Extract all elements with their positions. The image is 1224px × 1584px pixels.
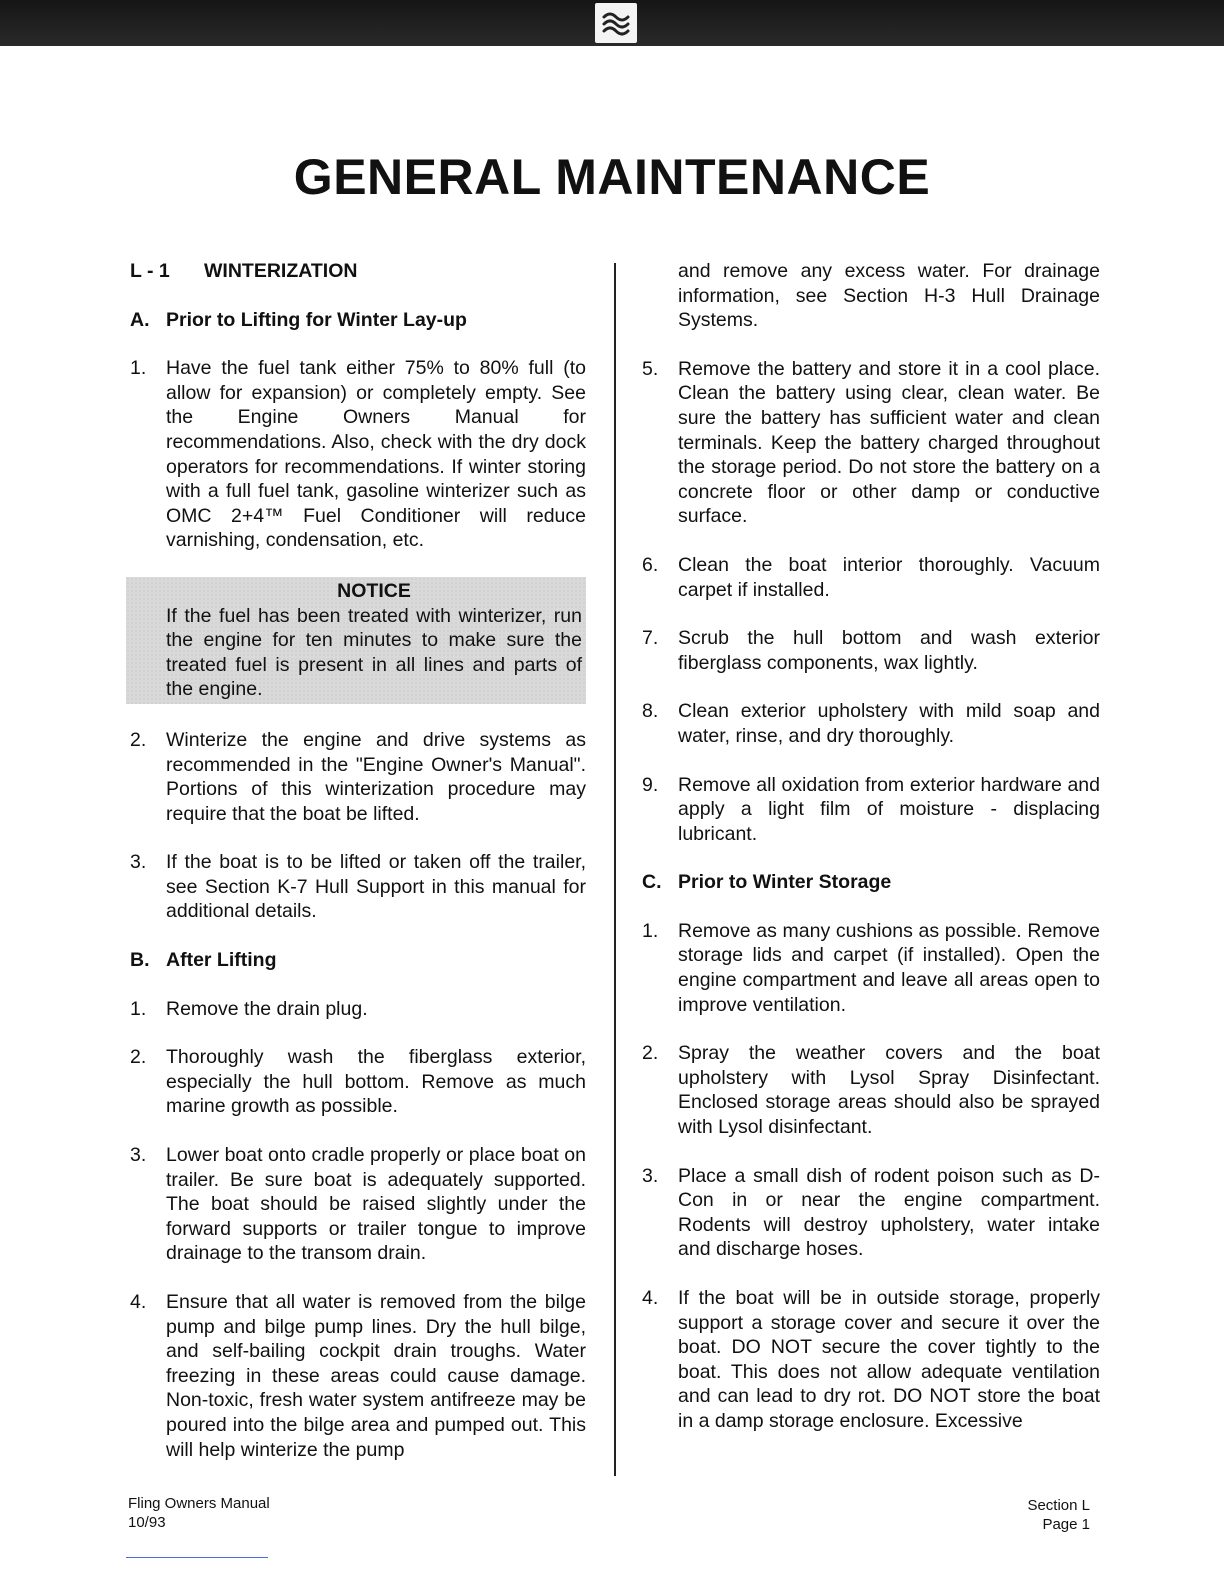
subsection-letter: C. <box>642 871 662 894</box>
item-number: 6. <box>642 553 659 576</box>
list-item <box>642 919 1100 1017</box>
item-text: Spray the weather covers and the boat upholstery with Lysol Spray Disinfectant. Enclosed storage areas should also be sprayed with Lysol disinfectant. <box>678 1042 1100 1139</box>
item-number: 3. <box>130 1144 147 1167</box>
item-number: 2. <box>130 1046 147 1069</box>
notice-box <box>126 577 586 704</box>
item-number: 1. <box>130 997 147 1020</box>
list-item <box>642 1164 1100 1262</box>
list-item <box>642 1286 1100 1434</box>
subsection-title: After Lifting <box>166 949 277 972</box>
list-item <box>642 553 1100 602</box>
list-item <box>642 357 1100 529</box>
item-text: Place a small dish of rodent poison such as D-Con in or near the engine compartment. Rodents will destroy upholstery, water intake and discharge hoses. <box>678 1164 1100 1261</box>
item-text: Ensure that all water is removed from the bilge pump and bilge pump lines. Dry the hull bilge, and self-bailing cockpit drain troughs. Water freezing in these areas could cause damage. Non-toxic, fresh water system antifreeze may be poured into the bilge area and pumped out. This will help winterize the pump <box>166 1291 586 1461</box>
right-column <box>642 259 1100 1458</box>
item-number: 3. <box>642 1164 659 1187</box>
item-number: 7. <box>642 627 659 650</box>
subsection-letter: A. <box>130 308 150 331</box>
subsection-title: Prior to Lifting for Winter Lay-up <box>166 308 467 331</box>
item-text: Remove all oxidation from exterior hardware and apply a light film of moisture - displacing lubricant. <box>678 773 1100 845</box>
item-text: Thoroughly wash the fiberglass exterior, especially the hull bottom. Remove as much marine growth as possible. <box>166 1046 586 1118</box>
subsection-a-heading <box>130 308 586 333</box>
section-number: L - 1 <box>130 260 170 282</box>
item-text: Remove the drain plug. <box>166 997 368 1020</box>
column-divider <box>614 263 616 1476</box>
footer-right <box>990 1496 1090 1534</box>
list-item <box>130 1143 586 1266</box>
item-number: 2. <box>642 1042 659 1065</box>
footer-date: 10/93 <box>128 1514 166 1531</box>
footer-section: Section L <box>1027 1497 1090 1514</box>
footer-manual-name: Fling Owners Manual <box>128 1495 270 1512</box>
page-title: GENERAL MAINTENANCE <box>293 149 931 205</box>
subsection-c-heading <box>642 870 1100 895</box>
list-item <box>642 1041 1100 1139</box>
item-number: 9. <box>642 773 659 796</box>
item-number: 8. <box>642 700 659 723</box>
left-column <box>130 259 586 1486</box>
item-number: 4. <box>642 1287 659 1309</box>
wave-logo-icon <box>595 3 637 43</box>
item-number: 1. <box>130 357 147 380</box>
subsection-title: Prior to Winter Storage <box>678 871 892 894</box>
item-text: Have the fuel tank either 75% to 80% full (to allow for expansion) or completely empty. See the Engine Owners Manual for recommendations. Also, check with the dry dock operators for recommendations. If winter storing with a full fuel tank, gasoline winterizer such as OMC 2+4™ Fuel Conditioner will reduce varnishing, condensation, etc. <box>166 357 586 552</box>
list-item <box>130 356 586 553</box>
list-item <box>130 1290 586 1462</box>
list-item <box>130 997 586 1022</box>
list-item <box>130 850 586 924</box>
item-continuation: and remove any excess water. For drainage information, see Section H-3 Hull Drainage Systems. <box>678 260 1100 332</box>
item-number: 4. <box>130 1291 147 1313</box>
item-number: 5. <box>642 357 659 380</box>
notice-text: If the fuel has been treated with winterizer, run the engine for ten minutes to make sure the treated fuel is present in all lines and parts of the engine. <box>166 604 582 701</box>
item-text: Clean the boat interior thoroughly. Vacuum carpet if installed. <box>678 553 1100 601</box>
section-heading <box>130 259 586 284</box>
footer-page-number: Page 1 <box>1042 1516 1090 1533</box>
list-item <box>642 699 1100 748</box>
item-text: If the boat will be in outside storage, properly support a storage cover and secure it over the boat. DO NOT secure the cover tightly to the boat. This does not allow adequate ventilation and can lead to dry rot. DO NOT store the boat in a damp storage enclosure. Excessive <box>678 1287 1100 1432</box>
list-item <box>130 1045 586 1119</box>
item-text: Remove the battery and store it in a cool place. Clean the battery using clear, clean water. Be sure the battery has sufficient water and clean terminals. Keep the battery charged throughout the storage period. Do not store the battery on a concrete floor or other damp or conductive surface. <box>678 357 1100 528</box>
footer-left <box>128 1494 270 1532</box>
notice-heading: NOTICE <box>337 579 411 602</box>
item-text: Clean exterior upholstery with mild soap and water, rinse, and dry thoroughly. <box>678 700 1100 747</box>
item-text: Winterize the engine and drive systems as recommended in the "Engine Owner's Manual". Portions of this winterization procedure may require that the boat be lifted. <box>166 728 586 825</box>
section-title: WINTERIZATION <box>204 260 358 282</box>
list-item <box>642 773 1100 847</box>
item-number: 2. <box>130 728 147 751</box>
subsection-letter: B. <box>130 949 150 972</box>
subsection-b-heading <box>130 948 586 973</box>
item-text: Scrub the hull bottom and wash exterior fiberglass components, wax lightly. <box>678 627 1100 674</box>
item-number: 1. <box>642 919 659 942</box>
item-text: If the boat is to be lifted or taken off the trailer, see Section K-7 Hull Support in this manual for additional details. <box>166 851 586 923</box>
item-number: 3. <box>130 851 147 874</box>
list-item <box>130 728 586 826</box>
item-text: Lower boat onto cradle properly or place boat on trailer. Be sure boat is adequately supported. The boat should be raised slightly under the forward supports or trailer tongue to improve drainage to the transom drain. <box>166 1144 586 1265</box>
list-item <box>642 626 1100 675</box>
item-text: Remove as many cushions as possible. Remove storage lids and carpet (if installed). Open the engine compartment and leave all areas open to improve ventilation. <box>678 919 1100 1016</box>
footer-rule <box>126 1557 268 1558</box>
header-bar <box>0 0 1224 46</box>
